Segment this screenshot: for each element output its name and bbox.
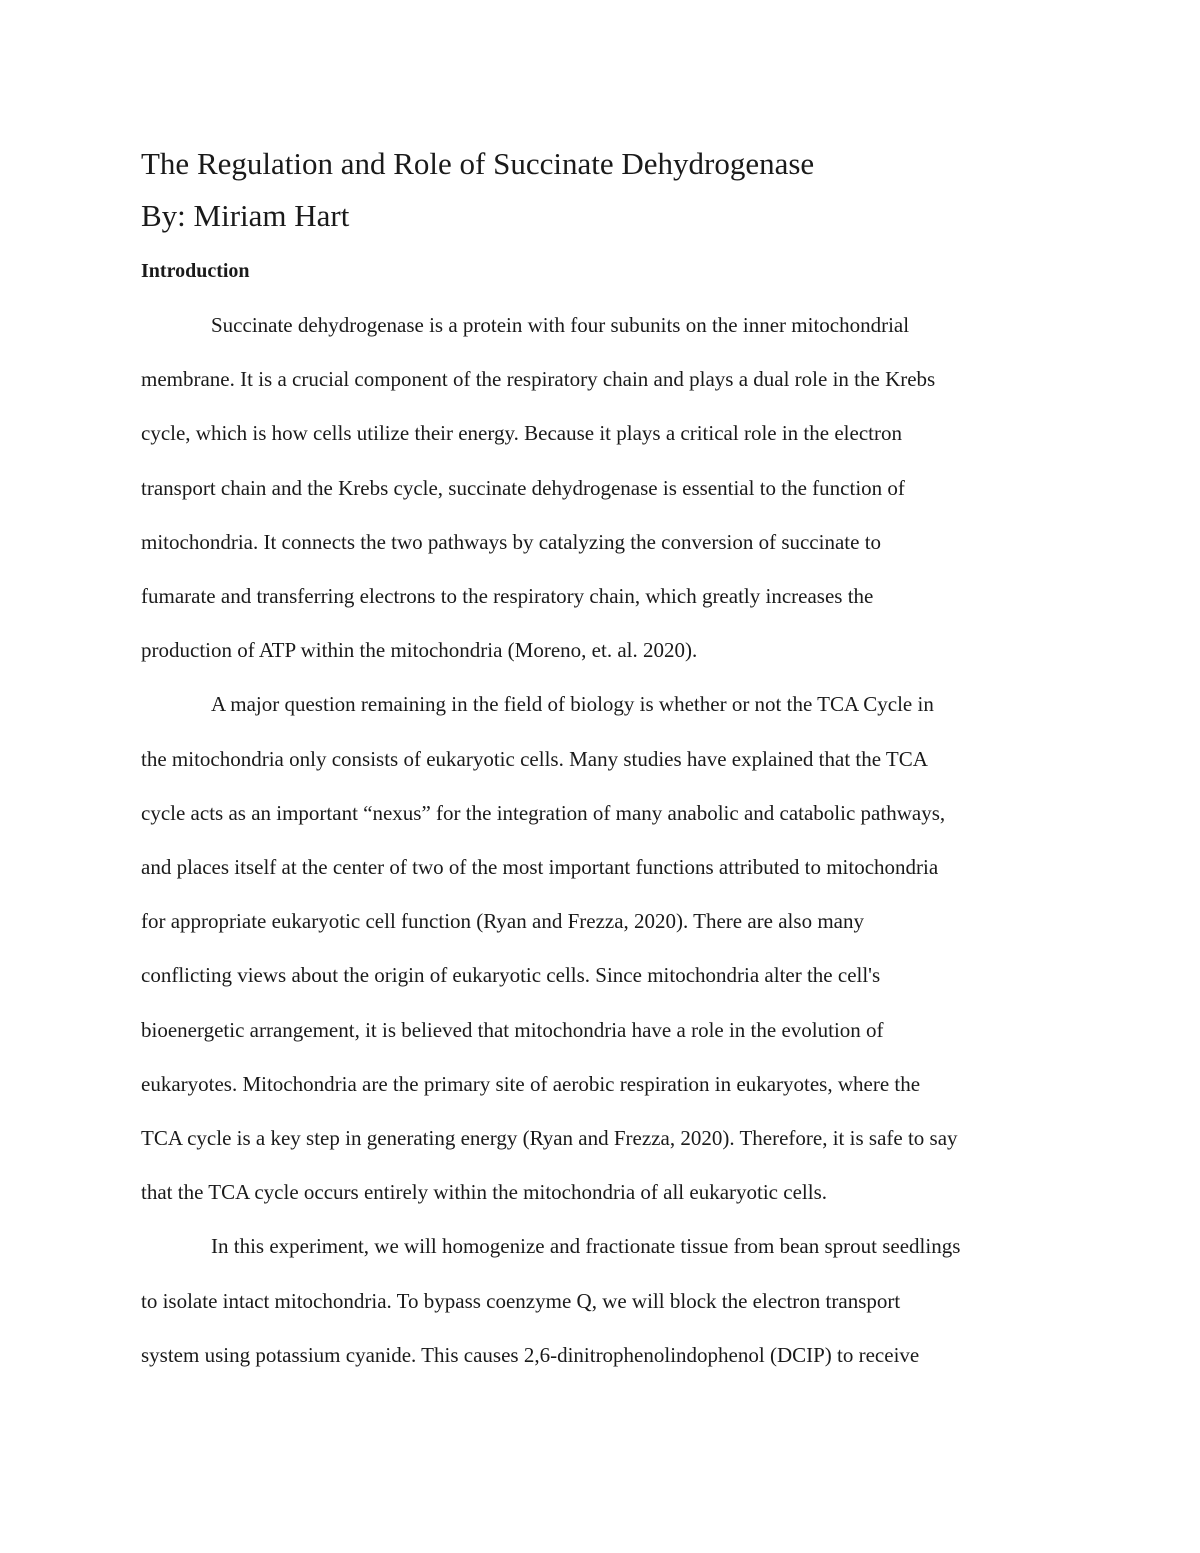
paragraph-2	[141, 677, 1066, 1219]
paragraph-line: membrane. It is a crucial component of the respiratory chain and plays a dual role in the Krebs	[141, 367, 936, 392]
paragraph-line: for appropriate eukaryotic cell function (Ryan and Frezza, 2020). There are also many	[141, 909, 864, 934]
paragraph-line: eukaryotes. Mitochondria are the primary site of aerobic respiration in eukaryotes, where the	[141, 1071, 921, 1096]
paragraph-3	[141, 1219, 1066, 1382]
section-heading: Introduction	[141, 260, 250, 282]
document-title: The Regulation and Role of Succinate Dehydrogenase	[141, 146, 815, 181]
paragraph-line: the mitochondria only consists of eukaryotic cells. Many studies have explained that the TCA	[141, 746, 928, 771]
paragraph-line: A major question remaining in the field of biology is whether or not the TCA Cycle in	[211, 692, 934, 717]
paragraph-line: conflicting views about the origin of eukaryotic cells. Since mitochondria alter the cell's	[141, 963, 881, 988]
document-author: By: Miriam Hart	[141, 198, 350, 233]
paragraph-line: that the TCA cycle occurs entirely within the mitochondria of all eukaryotic cells.	[141, 1180, 827, 1205]
paragraph-1	[141, 298, 1066, 677]
paragraph-line: In this experiment, we will homogenize and fractionate tissue from bean sprout seedlings	[211, 1234, 961, 1259]
paragraph-line: production of ATP within the mitochondria (Moreno, et. al. 2020).	[141, 638, 698, 663]
paragraph-line: and places itself at the center of two of the most important functions attributed to mitochondria	[141, 855, 939, 880]
paragraph-line: transport chain and the Krebs cycle, succinate dehydrogenase is essential to the function of	[141, 475, 905, 500]
paragraph-line: mitochondria. It connects the two pathways by catalyzing the conversion of succinate to	[141, 529, 882, 554]
paragraph-line: system using potassium cyanide. This causes 2,6-dinitrophenolindophenol (DCIP) to receive	[141, 1342, 920, 1367]
paragraph-line: TCA cycle is a key step in generating energy (Ryan and Frezza, 2020). Therefore, it is safe to say	[141, 1126, 958, 1151]
document-body	[141, 138, 1066, 1382]
paragraph-line: cycle acts as an important “nexus” for the integration of many anabolic and catabolic pathways,	[141, 800, 946, 825]
paragraph-line: cycle, which is how cells utilize their energy. Because it plays a critical role in the electron	[141, 421, 902, 446]
paragraph-line: bioenergetic arrangement, it is believed that mitochondria have a role in the evolution of	[141, 1017, 884, 1042]
paragraph-line: Succinate dehydrogenase is a protein with four subunits on the inner mitochondrial	[211, 313, 910, 337]
paragraph-line: to isolate intact mitochondria. To bypass coenzyme Q, we will block the electron transport	[141, 1288, 901, 1313]
paragraph-line: fumarate and transferring electrons to the respiratory chain, which greatly increases the	[141, 584, 874, 609]
